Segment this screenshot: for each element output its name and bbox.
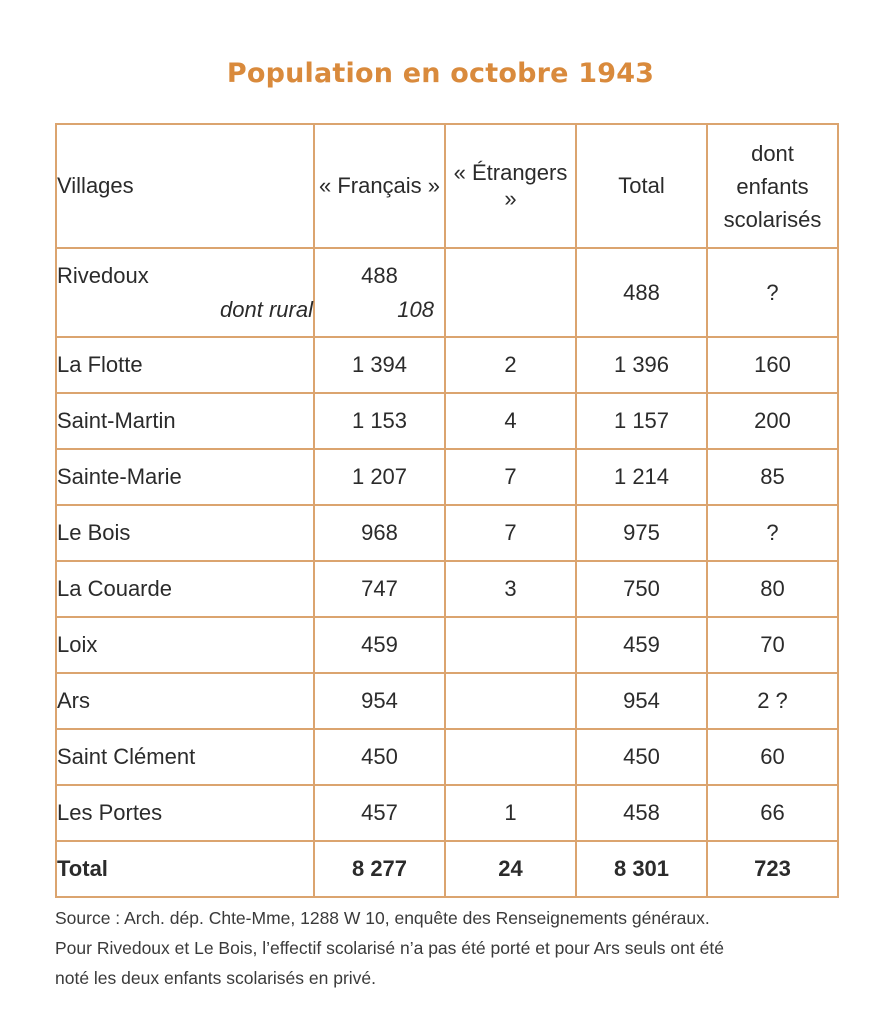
francais-value: 488	[361, 262, 398, 288]
total-cell: 1 396	[576, 337, 707, 393]
francais-cell: 459	[314, 617, 445, 673]
village-name: La Flotte	[56, 337, 314, 393]
francais-cell: 457	[314, 785, 445, 841]
etrangers-cell	[445, 617, 576, 673]
header-total: Total	[576, 124, 707, 248]
total-row	[56, 841, 838, 897]
header-kids-line-3: scolarisés	[723, 206, 822, 232]
total-total: 8 301	[576, 841, 707, 897]
total-cell: 1 214	[576, 449, 707, 505]
source-line-2: Pour Rivedoux et Le Bois, l’effectif scolarisé n’a pas été porté et pour Ars seuls ont été	[55, 938, 724, 958]
francais-cell: 954	[314, 673, 445, 729]
francais-cell: 1 153	[314, 393, 445, 449]
etrangers-cell: 1	[445, 785, 576, 841]
francais-cell: 747	[314, 561, 445, 617]
total-label: Total	[56, 841, 314, 897]
kids-cell: 160	[707, 337, 838, 393]
header-enfants-scolarises	[707, 124, 838, 248]
village-name: La Couarde	[56, 561, 314, 617]
village-name: Sainte-Marie	[56, 449, 314, 505]
etrangers-cell: 3	[445, 561, 576, 617]
table-row	[56, 785, 838, 841]
table-row	[56, 729, 838, 785]
kids-cell: ?	[707, 505, 838, 561]
population-table	[55, 123, 839, 898]
village-name: Loix	[56, 617, 314, 673]
total-cell: 459	[576, 617, 707, 673]
rural-label: dont rural	[220, 296, 313, 322]
page-title: Population en octobre 1943	[226, 58, 655, 89]
etrangers-cell	[445, 248, 576, 337]
kids-cell: 85	[707, 449, 838, 505]
table-row	[56, 248, 838, 337]
francais-cell: 1 394	[314, 337, 445, 393]
total-cell: 954	[576, 673, 707, 729]
village-cell	[56, 248, 314, 337]
village-name: Les Portes	[56, 785, 314, 841]
table-row	[56, 561, 838, 617]
source-note	[55, 903, 845, 993]
francais-cell: 968	[314, 505, 445, 561]
etrangers-cell: 2	[445, 337, 576, 393]
total-cell: 458	[576, 785, 707, 841]
village-name: Saint-Martin	[56, 393, 314, 449]
header-francais: « Français »	[314, 124, 445, 248]
table-row	[56, 337, 838, 393]
rural-value: 108	[397, 296, 434, 322]
total-francais: 8 277	[314, 841, 445, 897]
total-cell: 488	[576, 248, 707, 337]
etrangers-cell	[445, 673, 576, 729]
source-line-3: noté les deux enfants scolarisés en privé.	[55, 968, 377, 988]
etrangers-cell: 7	[445, 449, 576, 505]
total-cell: 450	[576, 729, 707, 785]
village-name: Le Bois	[56, 505, 314, 561]
kids-cell: ?	[707, 248, 838, 337]
header-kids-line-1: dont	[751, 140, 794, 166]
kids-cell: 2 ?	[707, 673, 838, 729]
table-header-row	[56, 124, 838, 248]
village-name: Rivedoux	[57, 262, 149, 288]
village-name: Ars	[56, 673, 314, 729]
etrangers-cell: 7	[445, 505, 576, 561]
table-row	[56, 505, 838, 561]
table-row	[56, 393, 838, 449]
table-row	[56, 617, 838, 673]
francais-cell	[314, 248, 445, 337]
francais-cell: 450	[314, 729, 445, 785]
total-cell: 975	[576, 505, 707, 561]
total-etrangers: 24	[445, 841, 576, 897]
kids-cell: 60	[707, 729, 838, 785]
etrangers-cell: 4	[445, 393, 576, 449]
francais-cell: 1 207	[314, 449, 445, 505]
kids-cell: 66	[707, 785, 838, 841]
header-villages: Villages	[56, 124, 314, 248]
table-row	[56, 449, 838, 505]
source-line-1: Source : Arch. dép. Chte-Mme, 1288 W 10, enquête des Renseignements généraux.	[55, 908, 710, 928]
header-etrangers: « Étrangers »	[445, 124, 576, 248]
total-cell: 1 157	[576, 393, 707, 449]
kids-cell: 80	[707, 561, 838, 617]
total-cell: 750	[576, 561, 707, 617]
header-kids-line-2: enfants	[736, 173, 809, 199]
village-name: Saint Clément	[56, 729, 314, 785]
table-row	[56, 673, 838, 729]
total-kids: 723	[707, 841, 838, 897]
kids-cell: 200	[707, 393, 838, 449]
kids-cell: 70	[707, 617, 838, 673]
etrangers-cell	[445, 729, 576, 785]
